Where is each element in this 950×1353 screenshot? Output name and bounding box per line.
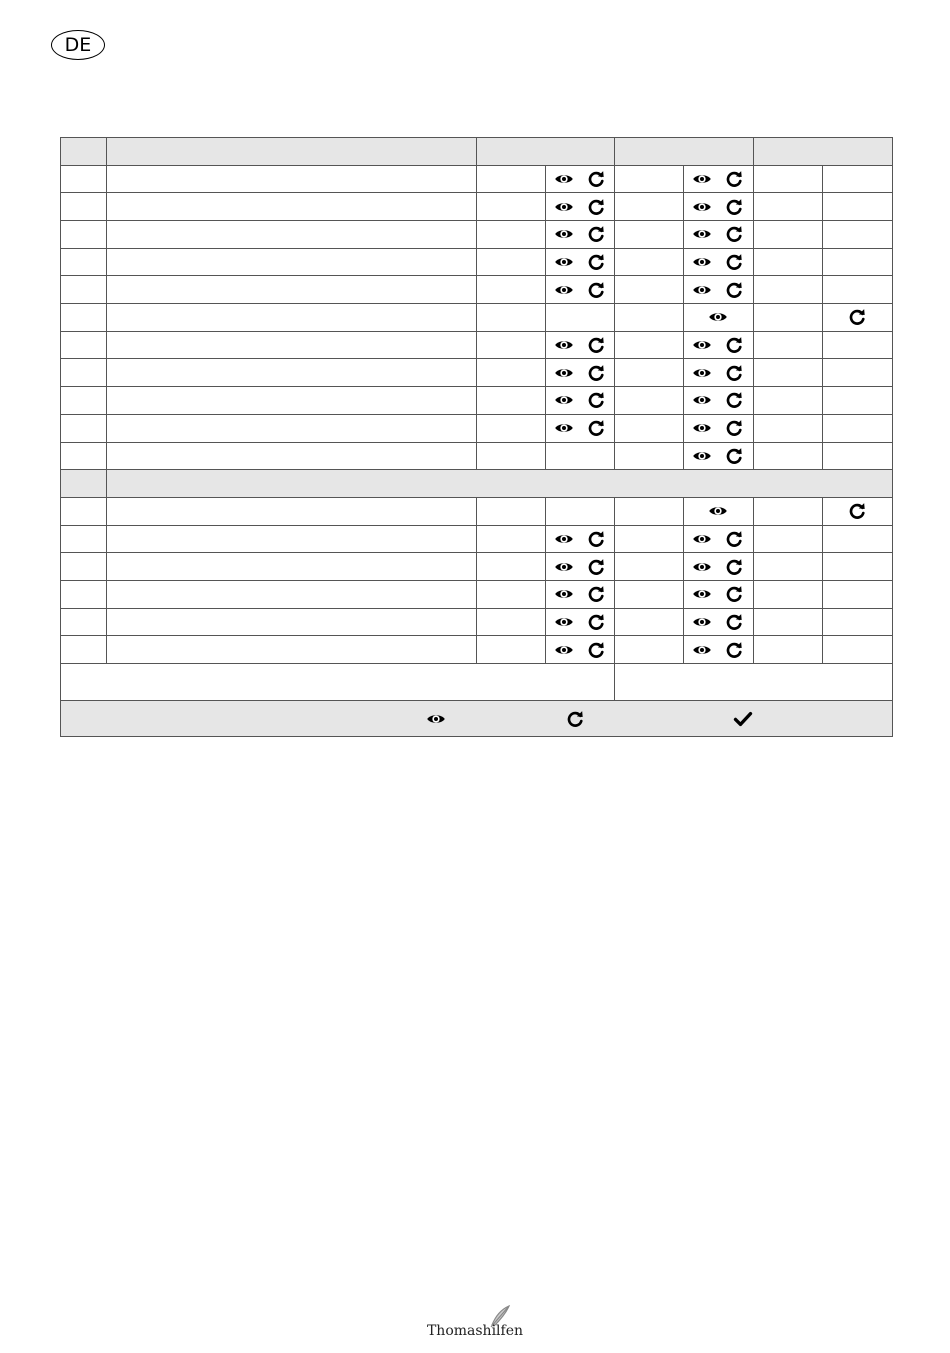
- interval-cell: [822, 581, 892, 609]
- icon-group: [708, 307, 728, 327]
- grid-line: [822, 581, 823, 609]
- icon-group: [554, 169, 606, 189]
- icon-group: [554, 529, 606, 549]
- eye-icon: [554, 529, 574, 549]
- interval-cell: [545, 581, 614, 609]
- eye-icon: [554, 280, 574, 300]
- refresh-icon: [586, 197, 606, 217]
- grid-line: [822, 525, 823, 553]
- grid-line: [683, 387, 684, 415]
- icon-group: [692, 390, 744, 410]
- icon-group: [692, 557, 744, 577]
- eye-icon: [692, 418, 712, 438]
- grid-line: [822, 608, 823, 636]
- interval-cell: [822, 248, 892, 276]
- eye-icon: [692, 197, 712, 217]
- grid-line: [545, 497, 546, 525]
- refresh-icon: [586, 363, 606, 383]
- grid-line: [106, 165, 107, 193]
- grid-line: [106, 331, 107, 359]
- interval-cell: [545, 414, 614, 442]
- grid-line: [822, 248, 823, 276]
- grid-line: [106, 304, 107, 332]
- refresh-icon: [847, 307, 867, 327]
- refresh-icon: [724, 197, 744, 217]
- eye-icon: [426, 709, 446, 729]
- grid-line: [476, 193, 477, 221]
- icon-group: [692, 640, 744, 660]
- interval-cell: [683, 414, 753, 442]
- refresh-icon: [724, 584, 744, 604]
- grid-line: [683, 608, 684, 636]
- grid-line: [753, 581, 754, 609]
- grid-line: [614, 137, 615, 165]
- icon-group: [692, 584, 744, 604]
- eye-icon: [554, 584, 574, 604]
- grid-line: [614, 276, 615, 304]
- icon-group: [692, 335, 744, 355]
- icon-group: [708, 501, 728, 521]
- interval-cell: [545, 636, 614, 664]
- interval-cell: [683, 608, 753, 636]
- eye-icon: [554, 252, 574, 272]
- interval-cell: [545, 248, 614, 276]
- interval-cell: [545, 497, 614, 525]
- refresh-icon: [724, 280, 744, 300]
- icon-group: [847, 501, 867, 521]
- grid-line: [753, 387, 754, 415]
- grid-line: [545, 248, 546, 276]
- grid-line: [614, 525, 615, 553]
- grid-line: [106, 220, 107, 248]
- icon-group: [554, 280, 606, 300]
- interval-cell: [683, 442, 753, 470]
- grid-line: [753, 414, 754, 442]
- icon-group: [692, 197, 744, 217]
- interval-cell: [683, 220, 753, 248]
- interval-cell: [545, 608, 614, 636]
- grid-line: [683, 581, 684, 609]
- grid-line: [60, 700, 892, 701]
- interval-cell: [545, 525, 614, 553]
- grid-line: [545, 331, 546, 359]
- icon-group: [692, 280, 744, 300]
- eye-icon: [692, 390, 712, 410]
- grid-line: [545, 359, 546, 387]
- eye-icon: [708, 501, 728, 521]
- eye-icon: [692, 363, 712, 383]
- grid-line: [476, 276, 477, 304]
- grid-line: [822, 553, 823, 581]
- grid-line: [60, 137, 61, 737]
- refresh-icon: [586, 224, 606, 244]
- grid-line: [683, 276, 684, 304]
- grid-line: [476, 525, 477, 553]
- grid-line: [106, 276, 107, 304]
- grid-line: [614, 304, 615, 332]
- eye-icon: [692, 446, 712, 466]
- grid-line: [476, 387, 477, 415]
- interval-cell: [683, 276, 753, 304]
- grid-line: [614, 331, 615, 359]
- interval-cell: [822, 304, 892, 332]
- grid-line: [545, 553, 546, 581]
- grid-line: [822, 276, 823, 304]
- grid-line: [106, 442, 107, 470]
- language-badge: [51, 30, 105, 60]
- grid-line: [106, 359, 107, 387]
- eye-icon: [554, 197, 574, 217]
- interval-cell: [683, 248, 753, 276]
- interval-cell: [545, 193, 614, 221]
- interval-cell: [822, 414, 892, 442]
- icon-group: [554, 252, 606, 272]
- refresh-icon: [724, 169, 744, 189]
- icon-group: [554, 197, 606, 217]
- interval-cell: [822, 220, 892, 248]
- grid-line: [614, 442, 615, 470]
- grid-line: [753, 359, 754, 387]
- grid-line: [683, 248, 684, 276]
- grid-line: [545, 165, 546, 193]
- eye-icon: [554, 557, 574, 577]
- legend-cell: [424, 701, 448, 737]
- maintenance-table: [60, 137, 892, 738]
- grid-line: [822, 387, 823, 415]
- grid-line: [753, 525, 754, 553]
- grid-line: [683, 165, 684, 193]
- refresh-icon: [586, 612, 606, 632]
- legend-row: [60, 701, 892, 737]
- grid-line: [545, 414, 546, 442]
- grid-line: [60, 736, 892, 737]
- icon-group: [692, 224, 744, 244]
- legend-cell: [563, 701, 587, 737]
- grid-line: [822, 331, 823, 359]
- interval-cell: [683, 331, 753, 359]
- grid-line: [753, 442, 754, 470]
- interval-cell: [545, 387, 614, 415]
- icon-group: [554, 224, 606, 244]
- refresh-icon: [724, 612, 744, 632]
- refresh-icon: [586, 335, 606, 355]
- interval-cell: [683, 165, 753, 193]
- grid-line: [683, 442, 684, 470]
- grid-line: [106, 581, 107, 609]
- interval-cell: [545, 276, 614, 304]
- interval-cell: [683, 193, 753, 221]
- grid-line: [106, 553, 107, 581]
- eye-icon: [554, 418, 574, 438]
- interval-cell: [822, 193, 892, 221]
- grid-line: [822, 442, 823, 470]
- eye-icon: [692, 640, 712, 660]
- refresh-icon: [724, 252, 744, 272]
- grid-line: [106, 387, 107, 415]
- icon-group: [847, 307, 867, 327]
- refresh-icon: [586, 418, 606, 438]
- icon-group: [554, 418, 606, 438]
- interval-cell: [822, 608, 892, 636]
- grid-line: [614, 553, 615, 581]
- grid-line: [822, 636, 823, 664]
- grid-line: [476, 414, 477, 442]
- grid-line: [614, 220, 615, 248]
- refresh-icon: [565, 709, 585, 729]
- grid-line: [753, 497, 754, 525]
- grid-line: [614, 359, 615, 387]
- grid-line: [753, 553, 754, 581]
- eye-icon: [554, 612, 574, 632]
- grid-line: [476, 636, 477, 664]
- brand-name: Thomashilfen: [426, 1323, 524, 1339]
- grid-line: [476, 608, 477, 636]
- grid-line: [683, 331, 684, 359]
- grid-line: [106, 137, 107, 165]
- grid-line: [476, 581, 477, 609]
- interval-cell: [545, 359, 614, 387]
- interval-cell: [822, 636, 892, 664]
- grid-line: [683, 497, 684, 525]
- grid-line: [683, 304, 684, 332]
- interval-cell: [822, 359, 892, 387]
- grid-line: [106, 414, 107, 442]
- grid-line: [106, 608, 107, 636]
- grid-line: [753, 220, 754, 248]
- eye-icon: [554, 390, 574, 410]
- interval-cell: [683, 497, 753, 525]
- section-header-row: [60, 470, 892, 498]
- eye-icon: [554, 335, 574, 355]
- refresh-icon: [586, 557, 606, 577]
- grid-line: [545, 608, 546, 636]
- refresh-icon: [724, 557, 744, 577]
- grid-line: [683, 359, 684, 387]
- interval-cell: [683, 553, 753, 581]
- eye-icon: [692, 529, 712, 549]
- refresh-icon: [724, 529, 744, 549]
- grid-line: [106, 525, 107, 553]
- grid-line: [545, 276, 546, 304]
- grid-line: [476, 304, 477, 332]
- grid-line: [892, 137, 893, 737]
- eye-icon: [554, 640, 574, 660]
- icon-group: [692, 529, 744, 549]
- grid-line: [822, 414, 823, 442]
- interval-cell: [683, 304, 753, 332]
- grid-line: [822, 165, 823, 193]
- grid-line: [614, 636, 615, 664]
- grid-line: [106, 636, 107, 664]
- legend-cell: [731, 701, 755, 737]
- eye-icon: [554, 363, 574, 383]
- refresh-icon: [724, 418, 744, 438]
- grid-line: [822, 304, 823, 332]
- refresh-icon: [586, 640, 606, 660]
- grid-line: [753, 608, 754, 636]
- refresh-icon: [586, 252, 606, 272]
- icon-group: [692, 252, 744, 272]
- interval-cell: [545, 553, 614, 581]
- grid-line: [545, 636, 546, 664]
- interval-cell: [822, 387, 892, 415]
- refresh-icon: [586, 169, 606, 189]
- grid-line: [545, 581, 546, 609]
- eye-icon: [692, 612, 712, 632]
- icon-group: [554, 584, 606, 604]
- interval-cell: [822, 276, 892, 304]
- grid-line: [822, 220, 823, 248]
- grid-line: [476, 553, 477, 581]
- grid-line: [753, 137, 754, 165]
- grid-line: [614, 664, 615, 701]
- eye-icon: [692, 335, 712, 355]
- interval-cell: [683, 581, 753, 609]
- refresh-icon: [724, 335, 744, 355]
- refresh-icon: [586, 584, 606, 604]
- refresh-icon: [724, 640, 744, 660]
- grid-line: [476, 442, 477, 470]
- icon-group: [692, 418, 744, 438]
- refresh-icon: [847, 501, 867, 521]
- interval-cell: [822, 553, 892, 581]
- interval-cell: [683, 525, 753, 553]
- icon-group: [554, 390, 606, 410]
- grid-line: [476, 359, 477, 387]
- interval-cell: [683, 636, 753, 664]
- grid-line: [753, 636, 754, 664]
- grid-line: [614, 608, 615, 636]
- grid-line: [476, 165, 477, 193]
- interval-cell: [545, 331, 614, 359]
- interval-cell: [545, 442, 614, 470]
- eye-icon: [692, 224, 712, 244]
- grid-line: [476, 220, 477, 248]
- icon-group: [692, 169, 744, 189]
- icon-group: [554, 363, 606, 383]
- grid-line: [753, 165, 754, 193]
- grid-line: [753, 304, 754, 332]
- grid-line: [545, 304, 546, 332]
- eye-icon: [692, 280, 712, 300]
- checkmark-icon: [733, 709, 753, 729]
- refresh-icon: [724, 224, 744, 244]
- grid-line: [476, 137, 477, 165]
- refresh-icon: [586, 529, 606, 549]
- eye-icon: [692, 252, 712, 272]
- icon-group: [554, 335, 606, 355]
- icon-group: [554, 640, 606, 660]
- refresh-icon: [586, 390, 606, 410]
- refresh-icon: [724, 363, 744, 383]
- grid-line: [614, 414, 615, 442]
- grid-line: [106, 470, 107, 498]
- grid-line: [614, 193, 615, 221]
- grid-line: [545, 193, 546, 221]
- grid-line: [545, 525, 546, 553]
- interval-cell: [822, 497, 892, 525]
- eye-icon: [554, 169, 574, 189]
- grid-line: [106, 248, 107, 276]
- interval-cell: [545, 220, 614, 248]
- grid-line: [476, 497, 477, 525]
- grid-line: [545, 442, 546, 470]
- interval-cell: [683, 387, 753, 415]
- grid-line: [614, 581, 615, 609]
- grid-line: [683, 193, 684, 221]
- interval-cell: [822, 165, 892, 193]
- icon-group: [554, 557, 606, 577]
- grid-line: [753, 331, 754, 359]
- eye-icon: [692, 557, 712, 577]
- grid-line: [683, 636, 684, 664]
- grid-line: [545, 387, 546, 415]
- grid-line: [614, 387, 615, 415]
- grid-line: [822, 497, 823, 525]
- grid-line: [476, 248, 477, 276]
- interval-cell: [683, 359, 753, 387]
- grid-line: [614, 165, 615, 193]
- grid-line: [753, 248, 754, 276]
- refresh-icon: [586, 280, 606, 300]
- eye-icon: [692, 584, 712, 604]
- grid-line: [822, 359, 823, 387]
- grid-line: [753, 193, 754, 221]
- grid-line: [683, 414, 684, 442]
- icon-group: [692, 446, 744, 466]
- eye-icon: [692, 169, 712, 189]
- interval-cell: [545, 165, 614, 193]
- language-code: DE: [64, 34, 92, 56]
- grid-line: [683, 553, 684, 581]
- icon-group: [692, 363, 744, 383]
- grid-line: [545, 220, 546, 248]
- eye-icon: [554, 224, 574, 244]
- grid-line: [106, 497, 107, 525]
- grid-line: [753, 276, 754, 304]
- eye-icon: [708, 307, 728, 327]
- grid-line: [476, 331, 477, 359]
- interval-cell: [822, 525, 892, 553]
- grid-line: [106, 193, 107, 221]
- refresh-icon: [724, 446, 744, 466]
- interval-cell: [822, 331, 892, 359]
- interval-cell: [822, 442, 892, 470]
- grid-line: [614, 248, 615, 276]
- grid-line: [614, 497, 615, 525]
- icon-group: [692, 612, 744, 632]
- grid-line: [683, 525, 684, 553]
- interval-cell: [545, 304, 614, 332]
- grid-line: [683, 220, 684, 248]
- refresh-icon: [724, 390, 744, 410]
- icon-group: [554, 612, 606, 632]
- grid-line: [822, 193, 823, 221]
